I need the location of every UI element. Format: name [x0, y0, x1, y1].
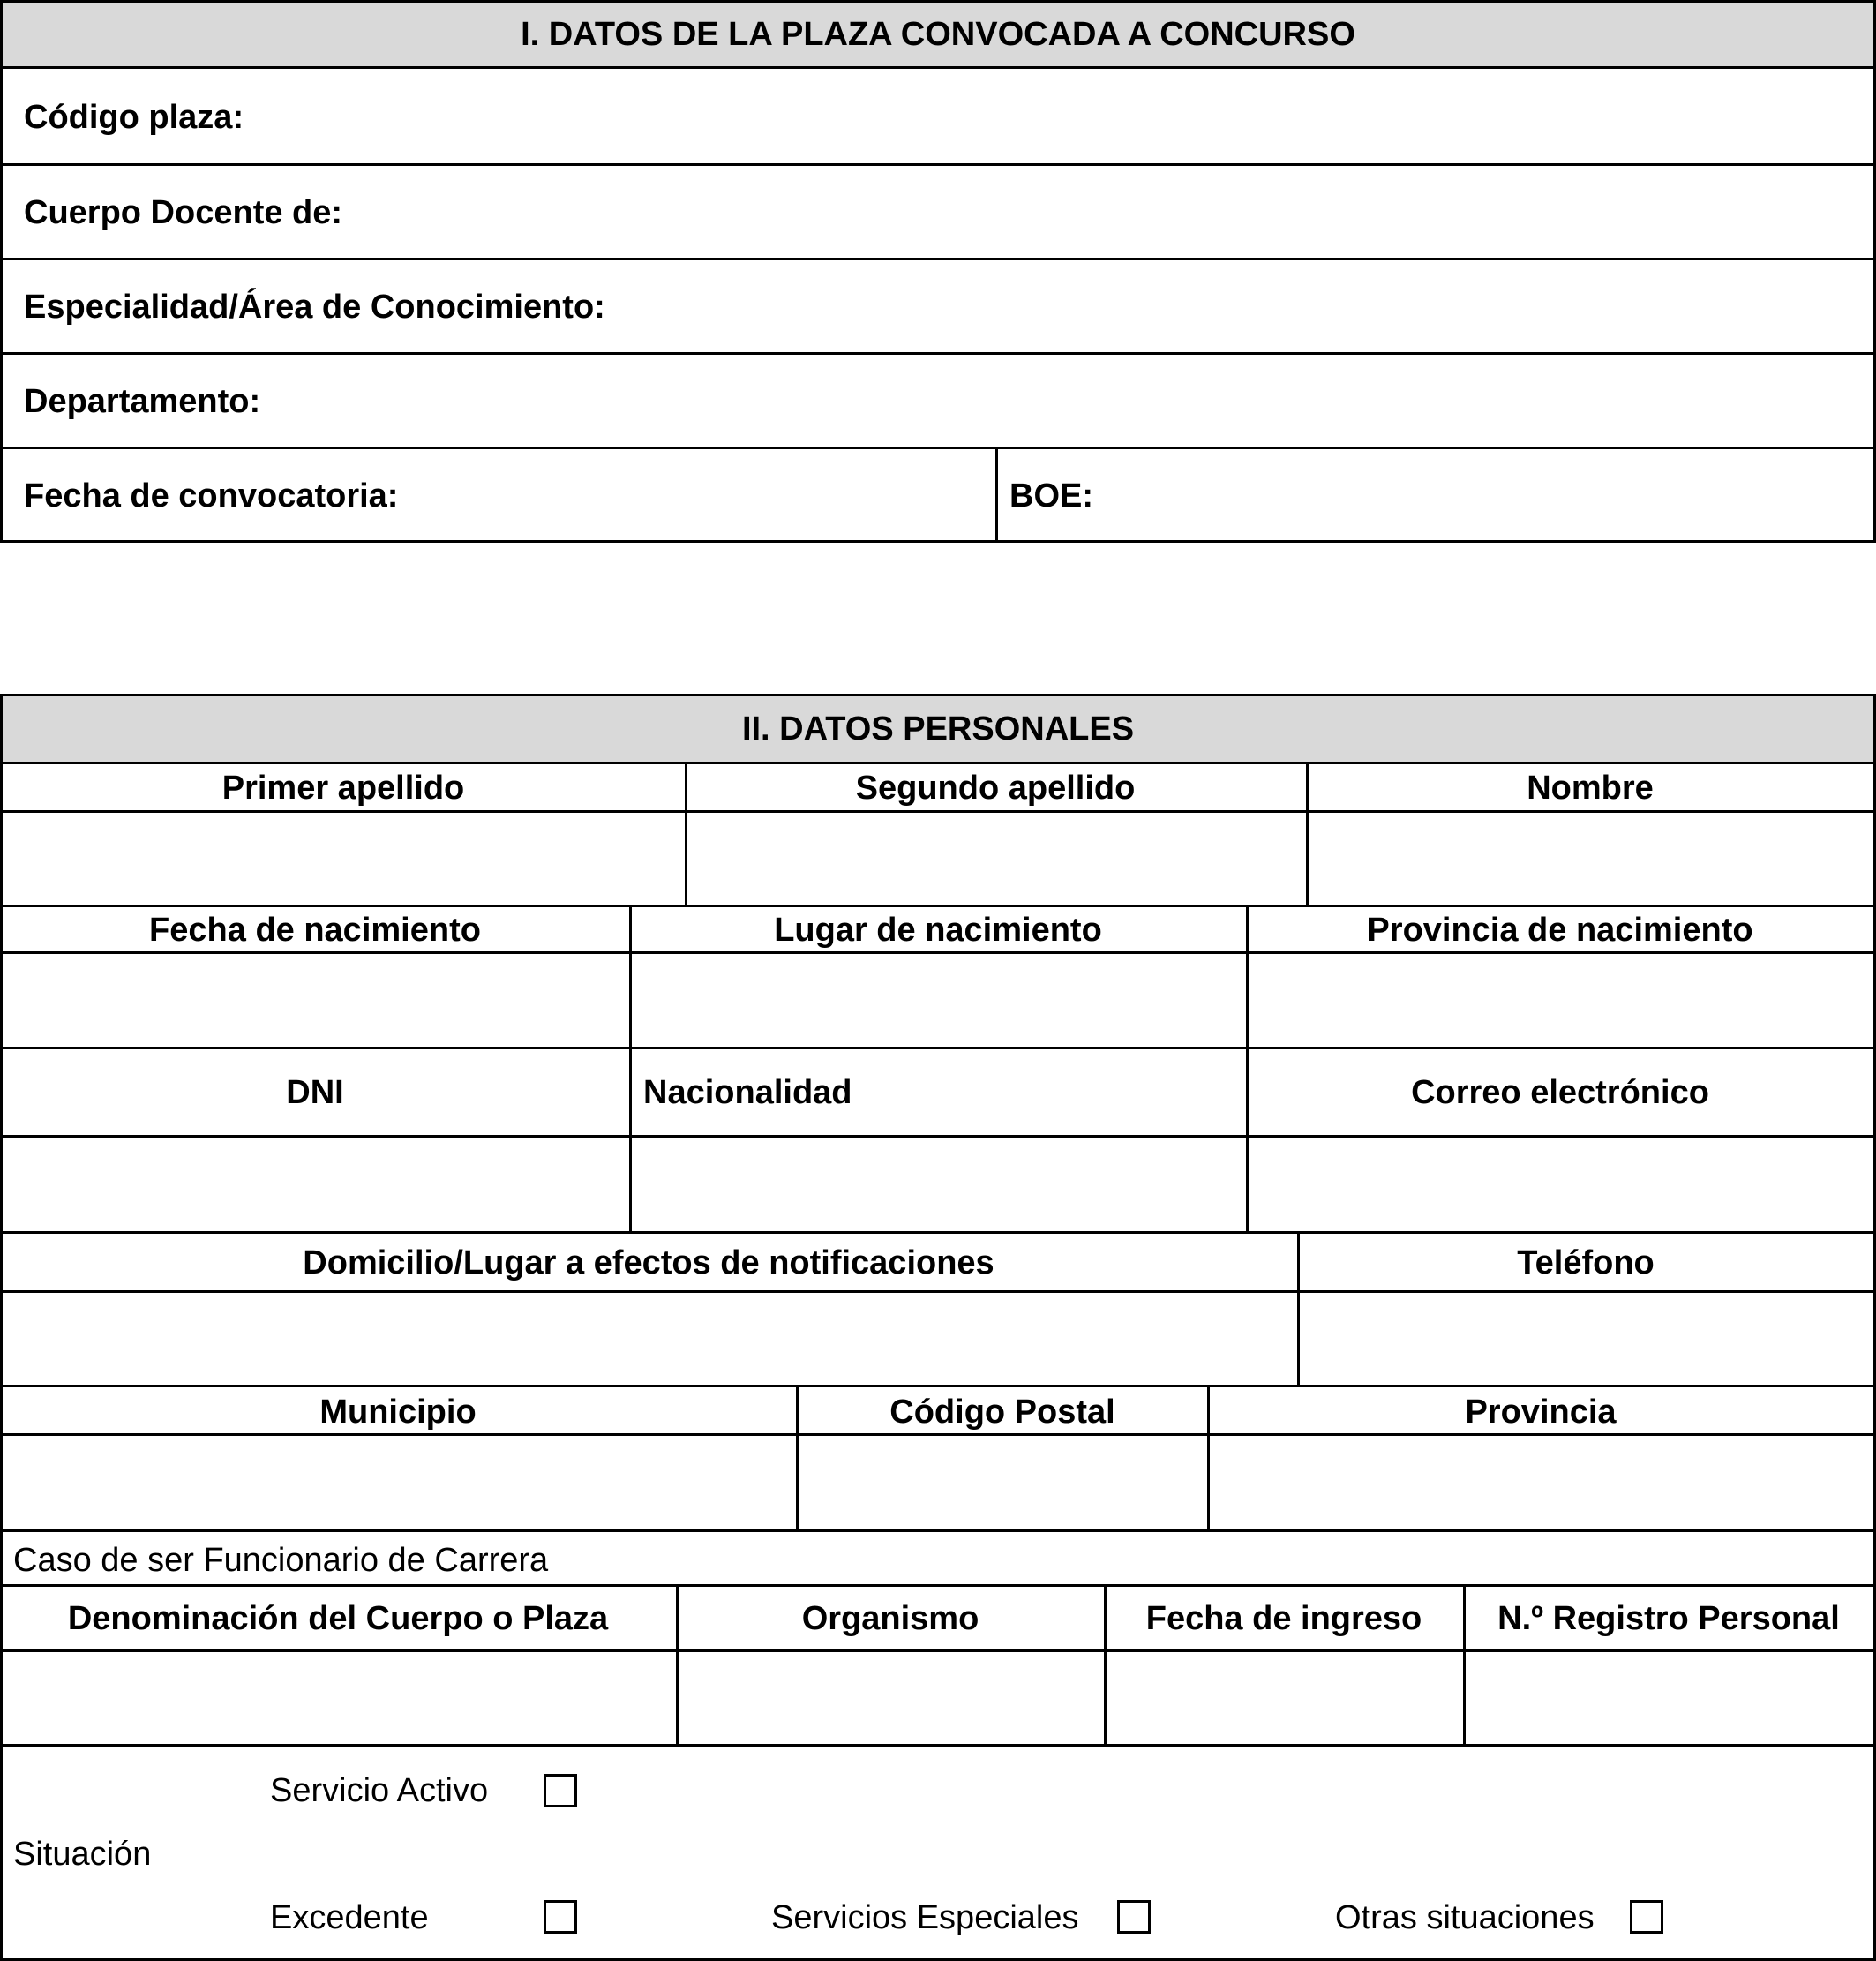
municipio-label: Municipio — [319, 1394, 477, 1431]
section-2-title: II. DATOS PERSONALES — [741, 710, 1135, 748]
servicio-activo-label: Servicio Activo — [270, 1772, 489, 1809]
situacion-label: Situación — [13, 1836, 152, 1873]
divider — [0, 1744, 1876, 1747]
fecha-convocatoria-field[interactable] — [441, 455, 988, 535]
fecha-ingreso-field[interactable] — [1107, 1652, 1463, 1744]
registro-personal-label: N.º Registro Personal — [1497, 1600, 1840, 1637]
servicios-especiales-checkbox[interactable] — [1117, 1900, 1151, 1934]
departamento-label: Departamento: — [24, 383, 261, 420]
especialidad-field[interactable] — [662, 267, 1866, 346]
organismo-label: Organismo — [801, 1600, 979, 1637]
section-1-title: I. DATOS DE LA PLAZA CONVOCADA A CONCURSO — [521, 16, 1355, 53]
fecha-nacimiento-field[interactable] — [3, 954, 629, 1047]
nombre-field[interactable] — [1309, 813, 1873, 905]
telefono-field[interactable] — [1300, 1293, 1873, 1385]
domicilio-field[interactable] — [3, 1293, 1297, 1385]
divider — [0, 66, 1876, 69]
segundo-apellido-field[interactable] — [687, 813, 1306, 905]
divider — [0, 1529, 1876, 1532]
correo-label: Correo electrónico — [1411, 1074, 1709, 1111]
boe-field[interactable] — [1112, 455, 1866, 535]
otras-situaciones-checkbox[interactable] — [1630, 1900, 1663, 1934]
dni-label: DNI — [286, 1074, 344, 1111]
boe-label: BOE: — [1009, 477, 1093, 515]
nombre-label: Nombre — [1527, 770, 1654, 807]
caso-funcionario-label: Caso de ser Funcionario de Carrera — [13, 1542, 549, 1579]
cuerpo-docente-label: Cuerpo Docente de: — [24, 194, 343, 231]
lugar-nacimiento-field[interactable] — [632, 954, 1246, 1047]
lugar-nacimiento-label: Lugar de nacimiento — [774, 912, 1102, 949]
provincia-field[interactable] — [1210, 1436, 1873, 1529]
excedente-label: Excedente — [270, 1899, 429, 1936]
divider — [0, 694, 1876, 696]
excedente-checkbox[interactable] — [544, 1900, 577, 1934]
provincia-nacimiento-label: Provincia de nacimiento — [1367, 912, 1753, 949]
divider — [0, 1385, 1876, 1387]
registro-personal-field[interactable] — [1466, 1652, 1873, 1744]
servicio-activo-checkbox[interactable] — [544, 1774, 577, 1807]
divider — [0, 0, 3, 543]
fecha-nacimiento-label: Fecha de nacimiento — [149, 912, 481, 949]
dni-field[interactable] — [3, 1138, 629, 1231]
divider — [0, 905, 1876, 907]
servicios-especiales-label: Servicios Especiales — [771, 1899, 1079, 1936]
domicilio-label: Domicilio/Lugar a efectos de notificaciones — [303, 1244, 994, 1281]
denominacion-field[interactable] — [3, 1652, 676, 1744]
codigo-plaza-field[interactable] — [282, 78, 1866, 157]
segundo-apellido-label: Segundo apellido — [855, 770, 1136, 807]
codigo-plaza-label: Código plaza: — [24, 99, 244, 136]
otras-situaciones-label: Otras situaciones — [1335, 1899, 1595, 1936]
municipio-field[interactable] — [3, 1436, 796, 1529]
codigo-postal-field[interactable] — [799, 1436, 1207, 1529]
divider — [995, 447, 998, 543]
divider — [0, 1584, 1876, 1587]
divider — [0, 163, 1876, 166]
especialidad-label: Especialidad/Área de Conocimiento: — [24, 289, 605, 326]
primer-apellido-field[interactable] — [3, 813, 685, 905]
departamento-field[interactable] — [291, 361, 1866, 440]
fecha-ingreso-label: Fecha de ingreso — [1145, 1600, 1422, 1637]
divider — [0, 447, 1876, 449]
divider — [0, 1231, 1876, 1234]
telefono-label: Teléfono — [1517, 1244, 1655, 1281]
provincia-nacimiento-field[interactable] — [1249, 954, 1873, 1047]
nacionalidad-field[interactable] — [632, 1138, 1246, 1231]
organismo-field[interactable] — [679, 1652, 1104, 1744]
divider — [0, 0, 1876, 3]
divider — [0, 540, 1876, 543]
correo-field[interactable] — [1249, 1138, 1873, 1231]
codigo-postal-label: Código Postal — [889, 1394, 1115, 1431]
primer-apellido-label: Primer apellido — [221, 770, 465, 807]
cuerpo-docente-field[interactable] — [379, 172, 1866, 252]
divider — [0, 1047, 1876, 1049]
denominacion-label: Denominación del Cuerpo o Plaza — [67, 1600, 609, 1637]
divider — [0, 352, 1876, 355]
nacionalidad-label: Nacionalidad — [643, 1074, 852, 1111]
divider — [0, 258, 1876, 260]
divider — [0, 762, 1876, 764]
provincia-label: Provincia — [1465, 1394, 1617, 1431]
fecha-convocatoria-label: Fecha de convocatoria: — [24, 477, 399, 515]
